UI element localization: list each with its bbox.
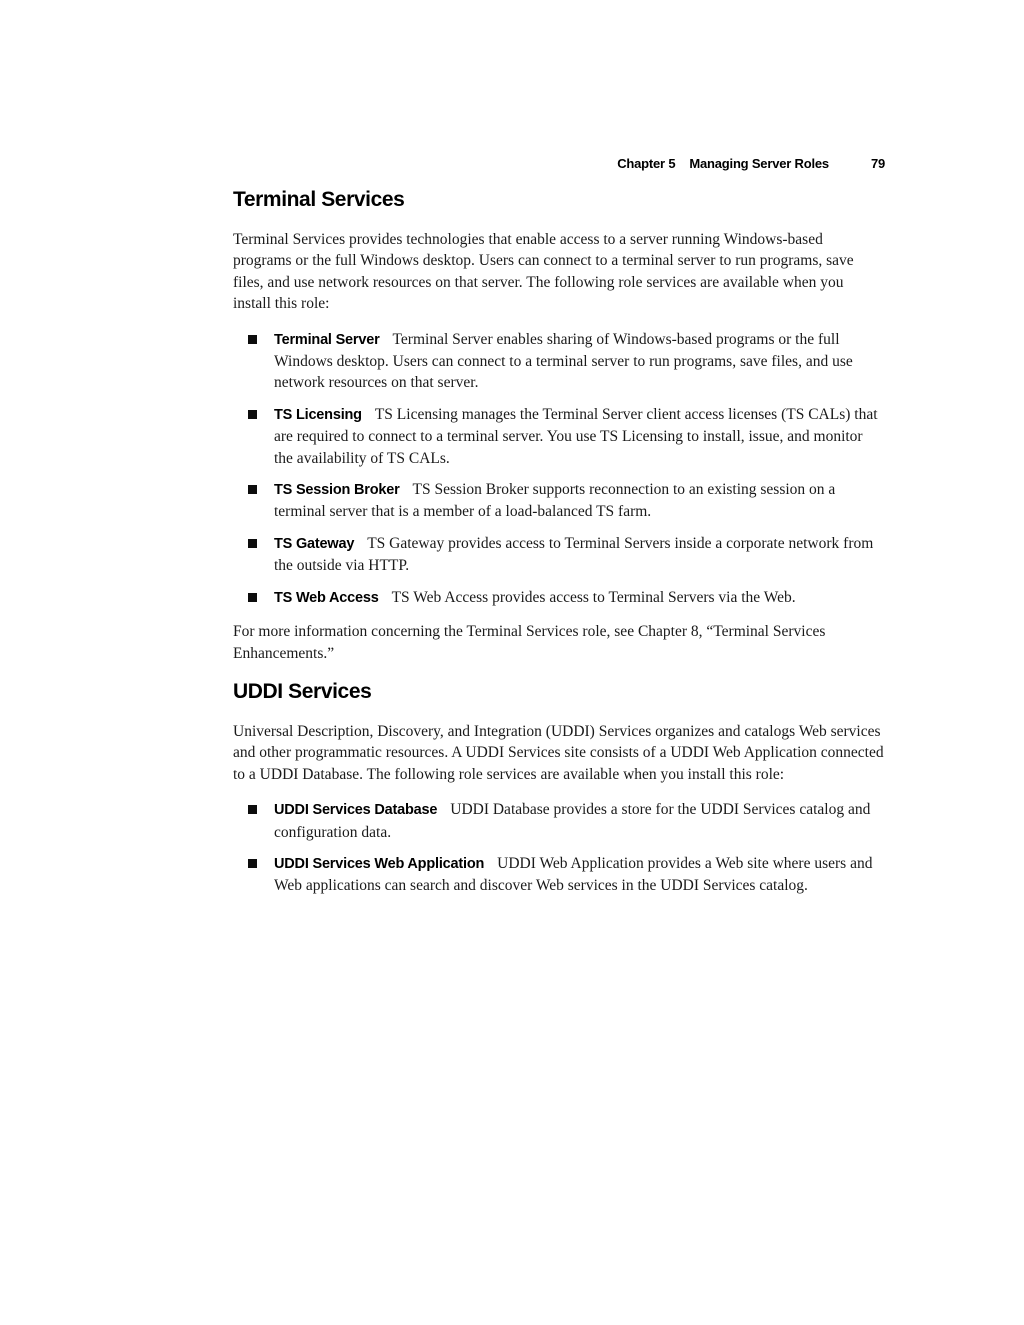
list-item [233, 329, 885, 394]
list-item-body [274, 587, 885, 609]
bullet-label: TS Gateway [274, 535, 355, 552]
bullet-square-icon [248, 593, 257, 602]
bullet-text: TS Gateway provides access to Terminal Servers inside a corporate network from the outside via HTTP. [274, 534, 874, 575]
bullet-text: Terminal Server enables sharing of Windows-based programs or the full Windows desktop. Users can connect to a terminal server to run programs, save files, and use network resources on that server. [274, 330, 853, 392]
list-item [233, 533, 885, 577]
list-item [233, 404, 885, 469]
bullet-text: TS Web Access provides access to Terminal Servers via the Web. [391, 588, 796, 606]
bullet-label: UDDI Services Web Application [274, 855, 485, 872]
bullet-text: TS Licensing manages the Terminal Server client access licenses (TS CALs) that are required to connect to a terminal server. You use TS Licensing to install, issue, and monitor the availability of TS CALs. [274, 405, 878, 467]
list-item-body [274, 533, 885, 577]
outro-paragraph-terminal-services: For more information concerning the Terminal Services role, see Chapter 8, “Terminal Services Enhancements.” [233, 623, 826, 662]
bullet-label: TS Session Broker [274, 482, 400, 499]
section-heading-uddi-services: UDDI Services [233, 679, 372, 703]
bullet-label: Terminal Server [274, 331, 380, 348]
bullet-label: TS Licensing [274, 406, 362, 423]
page-number: 79 [870, 156, 885, 171]
list-item [233, 853, 885, 897]
bullet-square-icon [248, 539, 257, 548]
bullet-square-icon [248, 859, 257, 868]
list-item [233, 479, 885, 523]
intro-paragraph-terminal-services: Terminal Services provides technologies that enable access to a server running Windows-based programs or the full Windows desktop. Users can connect to a terminal server to run programs, save files, and use network resources on that server. The following role services are available when you install this role: [233, 231, 854, 313]
terminal-services-role-list [233, 329, 885, 609]
list-item-body [274, 479, 885, 523]
bullet-label: TS Web Access [274, 589, 379, 606]
bullet-square-icon [248, 485, 257, 494]
bullet-text: UDDI Web Application provides a Web site where users and Web applications can search and discover Web services in the UDDI Services catalog. [274, 854, 873, 895]
bullet-square-icon [248, 335, 257, 344]
list-item-body [274, 329, 885, 394]
bullet-text: TS Session Broker supports reconnection to an existing session on a terminal server that is a member of a load-balanced TS farm. [274, 481, 836, 521]
uddi-services-role-list [233, 799, 885, 897]
chapter-label: Chapter 5 [617, 156, 676, 171]
section-heading-terminal-services: Terminal Services [233, 188, 405, 211]
bullet-label: UDDI Services Database [274, 802, 438, 819]
list-item-body [274, 404, 885, 469]
list-item-body [274, 853, 885, 897]
intro-paragraph-uddi-services: Universal Description, Discovery, and Integration (UDDI) Services organizes and catalogs Web services and other programmatic resources. A UDDI Services site consists of a UDDI Web Application connected to a UDDI Database. The following role services are available when you install this role: [233, 722, 884, 783]
bullet-square-icon [248, 805, 257, 814]
running-header-title: Managing Server Roles [689, 156, 829, 171]
running-header [233, 156, 885, 172]
bullet-square-icon [248, 410, 257, 419]
text-column [233, 156, 885, 907]
list-item [233, 587, 885, 609]
list-item [233, 799, 885, 843]
list-item-body [274, 799, 885, 843]
bullet-text: UDDI Database provides a store for the UDDI Services catalog and configuration data. [274, 801, 871, 841]
